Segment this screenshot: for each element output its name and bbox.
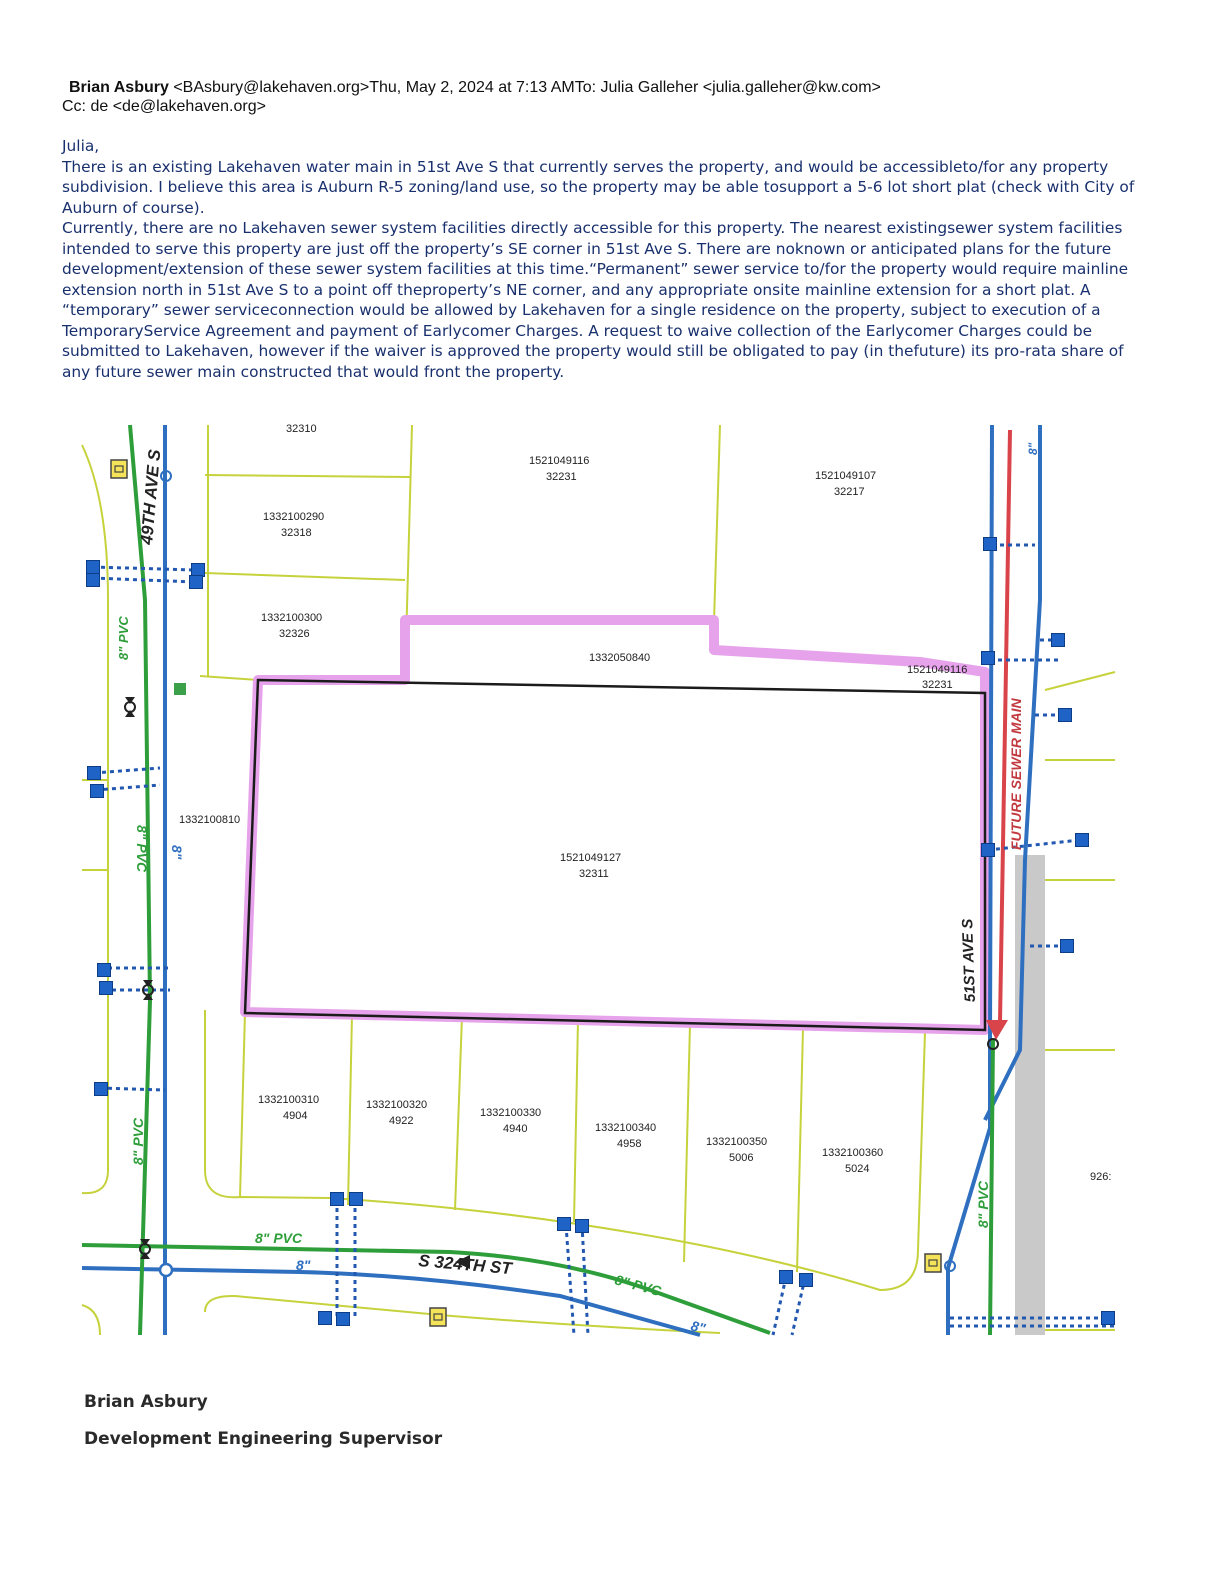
email-paragraph-water: There is an existing Lakehaven water main in 51st Ave S that currently serves the property, and would be accessibleto/for any property subdivision. I believe this area is Auburn R-5 zoning/land use, so the property may be able tosupport a 5-6 lot short plat (check with City of Auburn of course). [62, 157, 1135, 217]
pipe-label-8in-pvc: 8" PVC [613, 1271, 663, 1300]
parcel-id: 926: [1090, 1171, 1112, 1183]
parcel-address: 4958 [617, 1138, 642, 1150]
parcel-id: 1521049116 [907, 664, 968, 676]
parcel-lines [82, 425, 1115, 1335]
email-greeting: Julia, [62, 137, 100, 155]
street-s-324th-st: S 324TH ST [417, 1251, 513, 1279]
parcel-id: 1332100810 [179, 814, 241, 826]
parcel-address: 5024 [845, 1163, 870, 1175]
parcel-id: 1332100340 [595, 1122, 657, 1134]
pipe-label-8in: 8" [169, 845, 185, 860]
parcel-address: 32310 [286, 423, 317, 435]
parcel-address: 32217 [834, 486, 865, 498]
pipe-label-8in: 8" [296, 1257, 311, 1273]
parcel-id: 1332100330 [480, 1107, 542, 1119]
pipe-label-8in-pvc: 8" PVC [255, 1230, 303, 1246]
pipe-label-8in-pvc: 8" PVC [130, 1117, 146, 1165]
parcel-address: 32318 [281, 527, 312, 539]
sewer-mains [82, 425, 993, 1335]
email-paragraph-sewer: Currently, there are no Lakehaven sewer system facilities directly accessible for this property. The nearest existingsewer system facilities intended to serve this property are just off the property’s SE corner in 51st Ave S. There are noknown or anticipated plans for the future development/extension of these sewer system facilities at this time.“Permanent” sewer service to/for the property would require mainline extension north in 51st Ave S to a point off theproperty’s NE corner, and any appropriate onsite mainline extension for a short plat. A “temporary” sewer serviceconnection would be allowed by Lakehaven for a single residence on the property, subject to execution of a TemporaryService Agreement and payment of Earlycomer Charges. A request to waive collection of the Earlycomer Charges could be submitted to Lakehaven, however if the waiver is approved the property would still be obligated to pay (in thefuture) its pro-rata share of any future sewer main constructed that would front the property. [62, 219, 1129, 381]
pipe-label-8in-pvc: 8" PVC [134, 825, 150, 873]
email-header-details: <BAsbury@lakehaven.org>Thu, May 2, 2024 at 7:13 AMTo: Julia Galleher <julia.galleher@kw.com> [168, 79, 881, 96]
pipe-label-8in-pvc: 8" PVC [975, 1180, 991, 1228]
parcel-address: 32231 [546, 471, 577, 483]
parcel-id: 1332100310 [258, 1094, 320, 1106]
email-from-line [62, 78, 881, 97]
parcel-address: 4904 [283, 1110, 308, 1122]
parcel-labels [179, 423, 1111, 1183]
parcel-id: 1332100360 [822, 1147, 884, 1159]
parcel-id: 1332100350 [706, 1136, 768, 1148]
sender-name: Brian Asbury [69, 79, 169, 96]
utility-map [0, 415, 1218, 1350]
hydrants [111, 460, 941, 1326]
parcel-address: 32326 [279, 628, 310, 640]
email-header [62, 78, 881, 116]
street-51st-ave-s: 51ST AVE S [959, 918, 979, 1003]
signature-name: Brian Asbury [84, 1392, 208, 1412]
parcel-id: 1332100300 [261, 612, 323, 624]
parcel-address: 5006 [729, 1152, 754, 1164]
parcel-id: 1521049107 [815, 470, 877, 482]
parcel-id: 1332100290 [263, 511, 325, 523]
pipe-label-8in-pvc: 8" PVC [116, 616, 131, 660]
pipe-label-8in: 8" [1026, 442, 1040, 455]
parcel-id: 1521049116 [529, 455, 590, 467]
parcel-id: 1332100320 [366, 1099, 428, 1111]
parcel-id: 1521049127 [560, 852, 622, 864]
parcel-address: 32231 [922, 679, 953, 691]
email-cc-line: Cc: de <de@lakehaven.org> [62, 98, 266, 115]
signature-title: Development Engineering Supervisor [84, 1429, 443, 1449]
parcel-address: 4940 [503, 1123, 528, 1135]
parcel-id: 1332050840 [589, 652, 651, 664]
email-body [62, 136, 1152, 382]
pipe-label-8in: 8" [689, 1317, 708, 1337]
water-mains [82, 425, 1040, 1335]
future-sewer-main-label: FUTURE SEWER MAIN [1008, 698, 1024, 850]
row-strip [1015, 855, 1045, 1335]
street-49th-ave-s: 49TH AVE S [137, 448, 165, 546]
parcel-address: 4922 [389, 1115, 414, 1127]
parcel-address: 32311 [579, 868, 609, 880]
